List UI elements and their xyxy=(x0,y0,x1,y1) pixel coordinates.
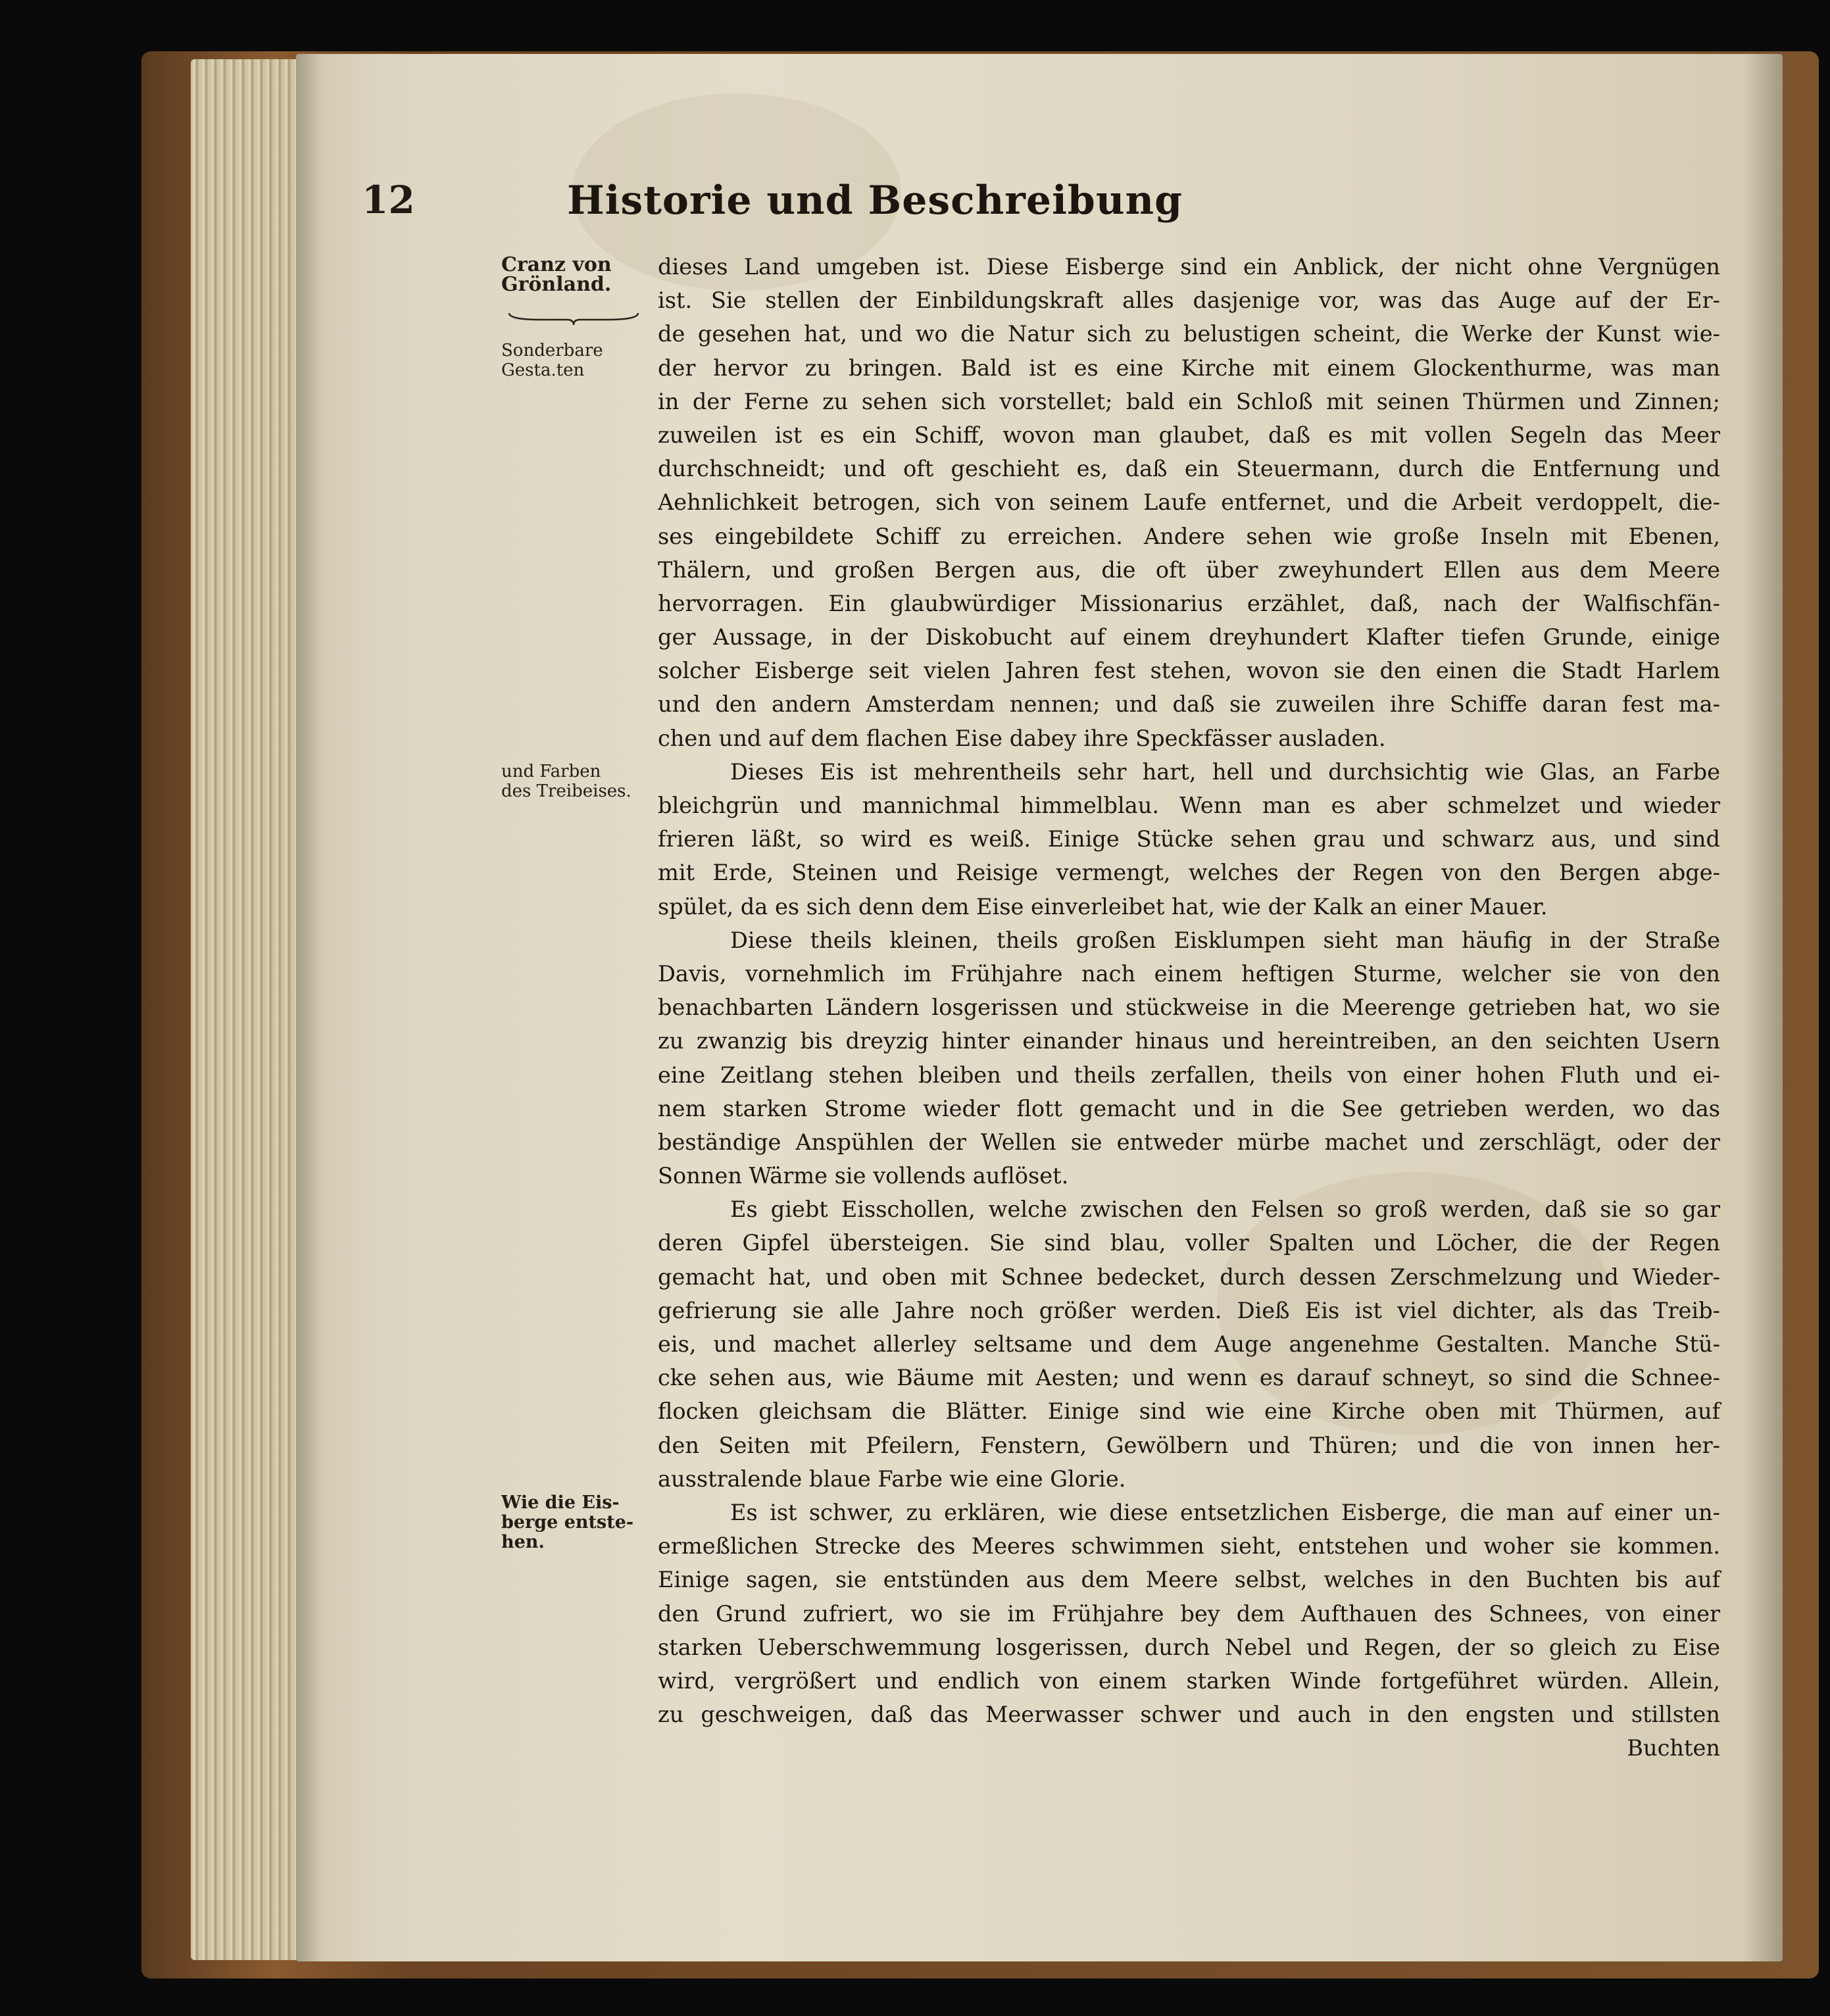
text-line: und den andern Amsterdam nennen; und daß sie zuweilen ihre Schiffe daran fest ma- xyxy=(658,691,1720,718)
text-line: flocken gleichsam die Blätter. Einige sind wie eine Kirche oben mit Thürmen, auf xyxy=(658,1398,1720,1425)
sidenote-source xyxy=(501,255,659,295)
page-edges xyxy=(191,59,303,1960)
text-line: ermeßlichen Strecke des Meeres schwimmen sieht, entstehen und woher sie kommen. xyxy=(658,1533,1720,1560)
text-line: Es giebt Eisschollen, welche zwischen den Felsen so groß werden, daß sie so gar xyxy=(730,1196,1720,1223)
text-line: benachbarten Ländern losgerissen und stückweise in die Meerenge getrieben hat, wo sie xyxy=(658,995,1720,1021)
sidenote-line: des Treibeises. xyxy=(501,781,631,801)
text-line: chen und auf dem flachen Eise dabey ihre Speckfässer ausladen. xyxy=(658,725,1386,751)
text-line: wird, vergrößert und endlich von einem starken Winde fortgeführet würden. Allein, xyxy=(658,1667,1720,1694)
text-line: dieses Land umgeben ist. Diese Eisberge sind ein Anblick, der nicht ohne Vergnügen xyxy=(658,254,1720,280)
sidenote-line: berge entste- xyxy=(501,1512,634,1533)
running-head: Historie und Beschreibung xyxy=(566,178,1183,224)
text-line: deren Gipfel übersteigen. Sie sind blau, voller Spalten und Löcher, die der Regen xyxy=(658,1230,1720,1256)
text-line: eine Zeitlang stehen bleiben und theils zerfallen, theils von einer hohen Fluth und ei- xyxy=(658,1062,1720,1088)
sidenote-line: Wie die Eis- xyxy=(501,1492,620,1513)
text-line: Davis, vornehmlich im Frühjahre nach einem heftigen Sturme, welcher sie von den xyxy=(658,960,1720,987)
sidenote-line: hen. xyxy=(501,1532,545,1552)
text-line: Dieses Eis ist mehrentheils sehr hart, hell und durchsichtig wie Glas, an Farbe xyxy=(730,758,1720,785)
sidenote-line: Gesta.ten xyxy=(501,360,585,380)
text-line: de gesehen hat, und wo die Natur sich zu belustigen scheint, die Werke der Kunst wie- xyxy=(658,321,1720,347)
page-header xyxy=(362,178,1388,243)
text-line: gefrierung sie alle Jahre noch größer werden. Dieß Eis ist viel dichter, als das Treib- xyxy=(658,1297,1720,1323)
sidenote-line: Sonderbare xyxy=(501,341,603,360)
page-edge-shadow xyxy=(1743,54,1783,1961)
text-line: beständige Anspühlen der Wellen sie entweder mürbe machet und zerschlägt, oder der xyxy=(658,1129,1720,1155)
text-line: Aehnlichkeit betrogen, sich von seinem Laufe entfernet, und die Arbeit verdoppelt, die- xyxy=(658,489,1720,516)
text-line: ses eingebildete Schiff zu erreichen. Andere sehen wie große Inseln mit Ebenen, xyxy=(658,523,1720,549)
sidenote-line: und Farben xyxy=(501,762,601,781)
text-line: frieren läßt, so wird es weiß. Einige Stücke sehen grau und schwarz aus, und sind xyxy=(658,826,1720,852)
text-line: Diese theils kleinen, theils großen Eisklumpen sieht man häufig in der Straße xyxy=(730,927,1720,953)
text-line: in der Ferne zu sehen sich vorstellet; bald ein Schloß mit seinen Thürmen und Zinnen; xyxy=(658,388,1720,414)
text-line: Thälern, und großen Bergen aus, die oft über zweyhundert Ellen aus dem Meere xyxy=(658,556,1720,583)
text-line: zu zwanzig bis dreyzig hinter einander hinaus und hereintreiben, an den seichten Usern xyxy=(658,1028,1720,1054)
text-line: starken Ueberschwemmung losgerissen, durch Nebel und Regen, der so gleich zu Eise xyxy=(658,1634,1720,1660)
marginal-notes xyxy=(501,250,659,1565)
text-line: ausstralende blaue Farbe wie eine Glorie. xyxy=(658,1465,1126,1492)
text-line: der hervor zu bringen. Bald ist es eine Kirche mit einem Glockenthurme, was man xyxy=(658,355,1720,381)
sidenote-line: Grönland. xyxy=(501,273,612,296)
sidenote-colors xyxy=(501,762,659,801)
page-gutter-shadow xyxy=(296,54,322,1961)
sidenote-origin xyxy=(501,1493,659,1552)
page-number: 12 xyxy=(362,178,415,222)
text-line: gemacht hat, und oben mit Schnee bedecket, durch dessen Zerschmelzung und Wieder- xyxy=(658,1264,1720,1290)
text-line: den Grund zufriert, wo sie im Frühjahre bey dem Aufthauen des Schnees, von einer xyxy=(658,1600,1720,1627)
text-line: zu geschweigen, daß das Meerwasser schwer und auch in den engsten und stillsten xyxy=(658,1702,1720,1728)
text-line: bleichgrün und mannichmal himmelblau. Wenn man es aber schmelzet und wieder xyxy=(658,793,1720,818)
text-line: eis, und machet allerley seltsame und dem Auge angenehme Gestalten. Manche Stü- xyxy=(658,1331,1720,1357)
sidenote-shapes xyxy=(501,341,659,380)
text-line: mit Erde, Steinen und Reisige vermengt, welches der Regen von den Bergen abge- xyxy=(658,860,1720,886)
text-line: solcher Eisberge seit vielen Jahren fest stehen, wovon sie den einen die Stadt Harlem xyxy=(658,658,1720,684)
text-line: Es ist schwer, zu erklären, wie diese entsetzlichen Eisberge, die man auf einer un- xyxy=(730,1499,1720,1525)
sidenote-line: Cranz von xyxy=(501,253,612,276)
text-line: zuweilen ist es ein Schiff, wovon man glaubet, daß es mit vollen Segeln das Meer xyxy=(658,422,1720,448)
text-line: ist. Sie stellen der Einbildungskraft alles dasjenige vor, was das Auge auf der Er- xyxy=(658,287,1720,314)
text-line: den Seiten mit Pfeilern, Fenstern, Gewölbern und Thüren; und die von innen her- xyxy=(658,1432,1720,1458)
text-line: Einige sagen, sie entstünden aus dem Meere selbst, welches in den Buchten bis auf xyxy=(658,1567,1720,1593)
brace-ornament xyxy=(508,310,639,325)
text-line: cke sehen aus, wie Bäume mit Aesten; und wenn es darauf schneyt, so sind die Schnee- xyxy=(658,1365,1720,1391)
text-line: ger Aussage, in der Diskobucht auf einem dreyhundert Klafter tiefen Grunde, einige xyxy=(658,624,1720,651)
text-line: nem starken Strome wieder flott gemacht und in die See getrieben werden, wo das xyxy=(658,1095,1720,1121)
text-line: hervorragen. Ein glaubwürdiger Missionarius erzählet, daß, nach der Walfischfän- xyxy=(658,590,1720,616)
text-line: Sonnen Wärme sie vollends auflöset. xyxy=(658,1163,1069,1189)
catchword: Buchten xyxy=(1627,1735,1720,1761)
text-line: durchschneidt; und oft geschieht es, daß ein Steuermann, durch die Entfernung und xyxy=(658,456,1720,482)
body-text xyxy=(658,250,1720,1934)
text-line: spület, da es sich denn dem Eise einverleibet hat, wie der Kalk an einer Mauer. xyxy=(658,893,1548,920)
